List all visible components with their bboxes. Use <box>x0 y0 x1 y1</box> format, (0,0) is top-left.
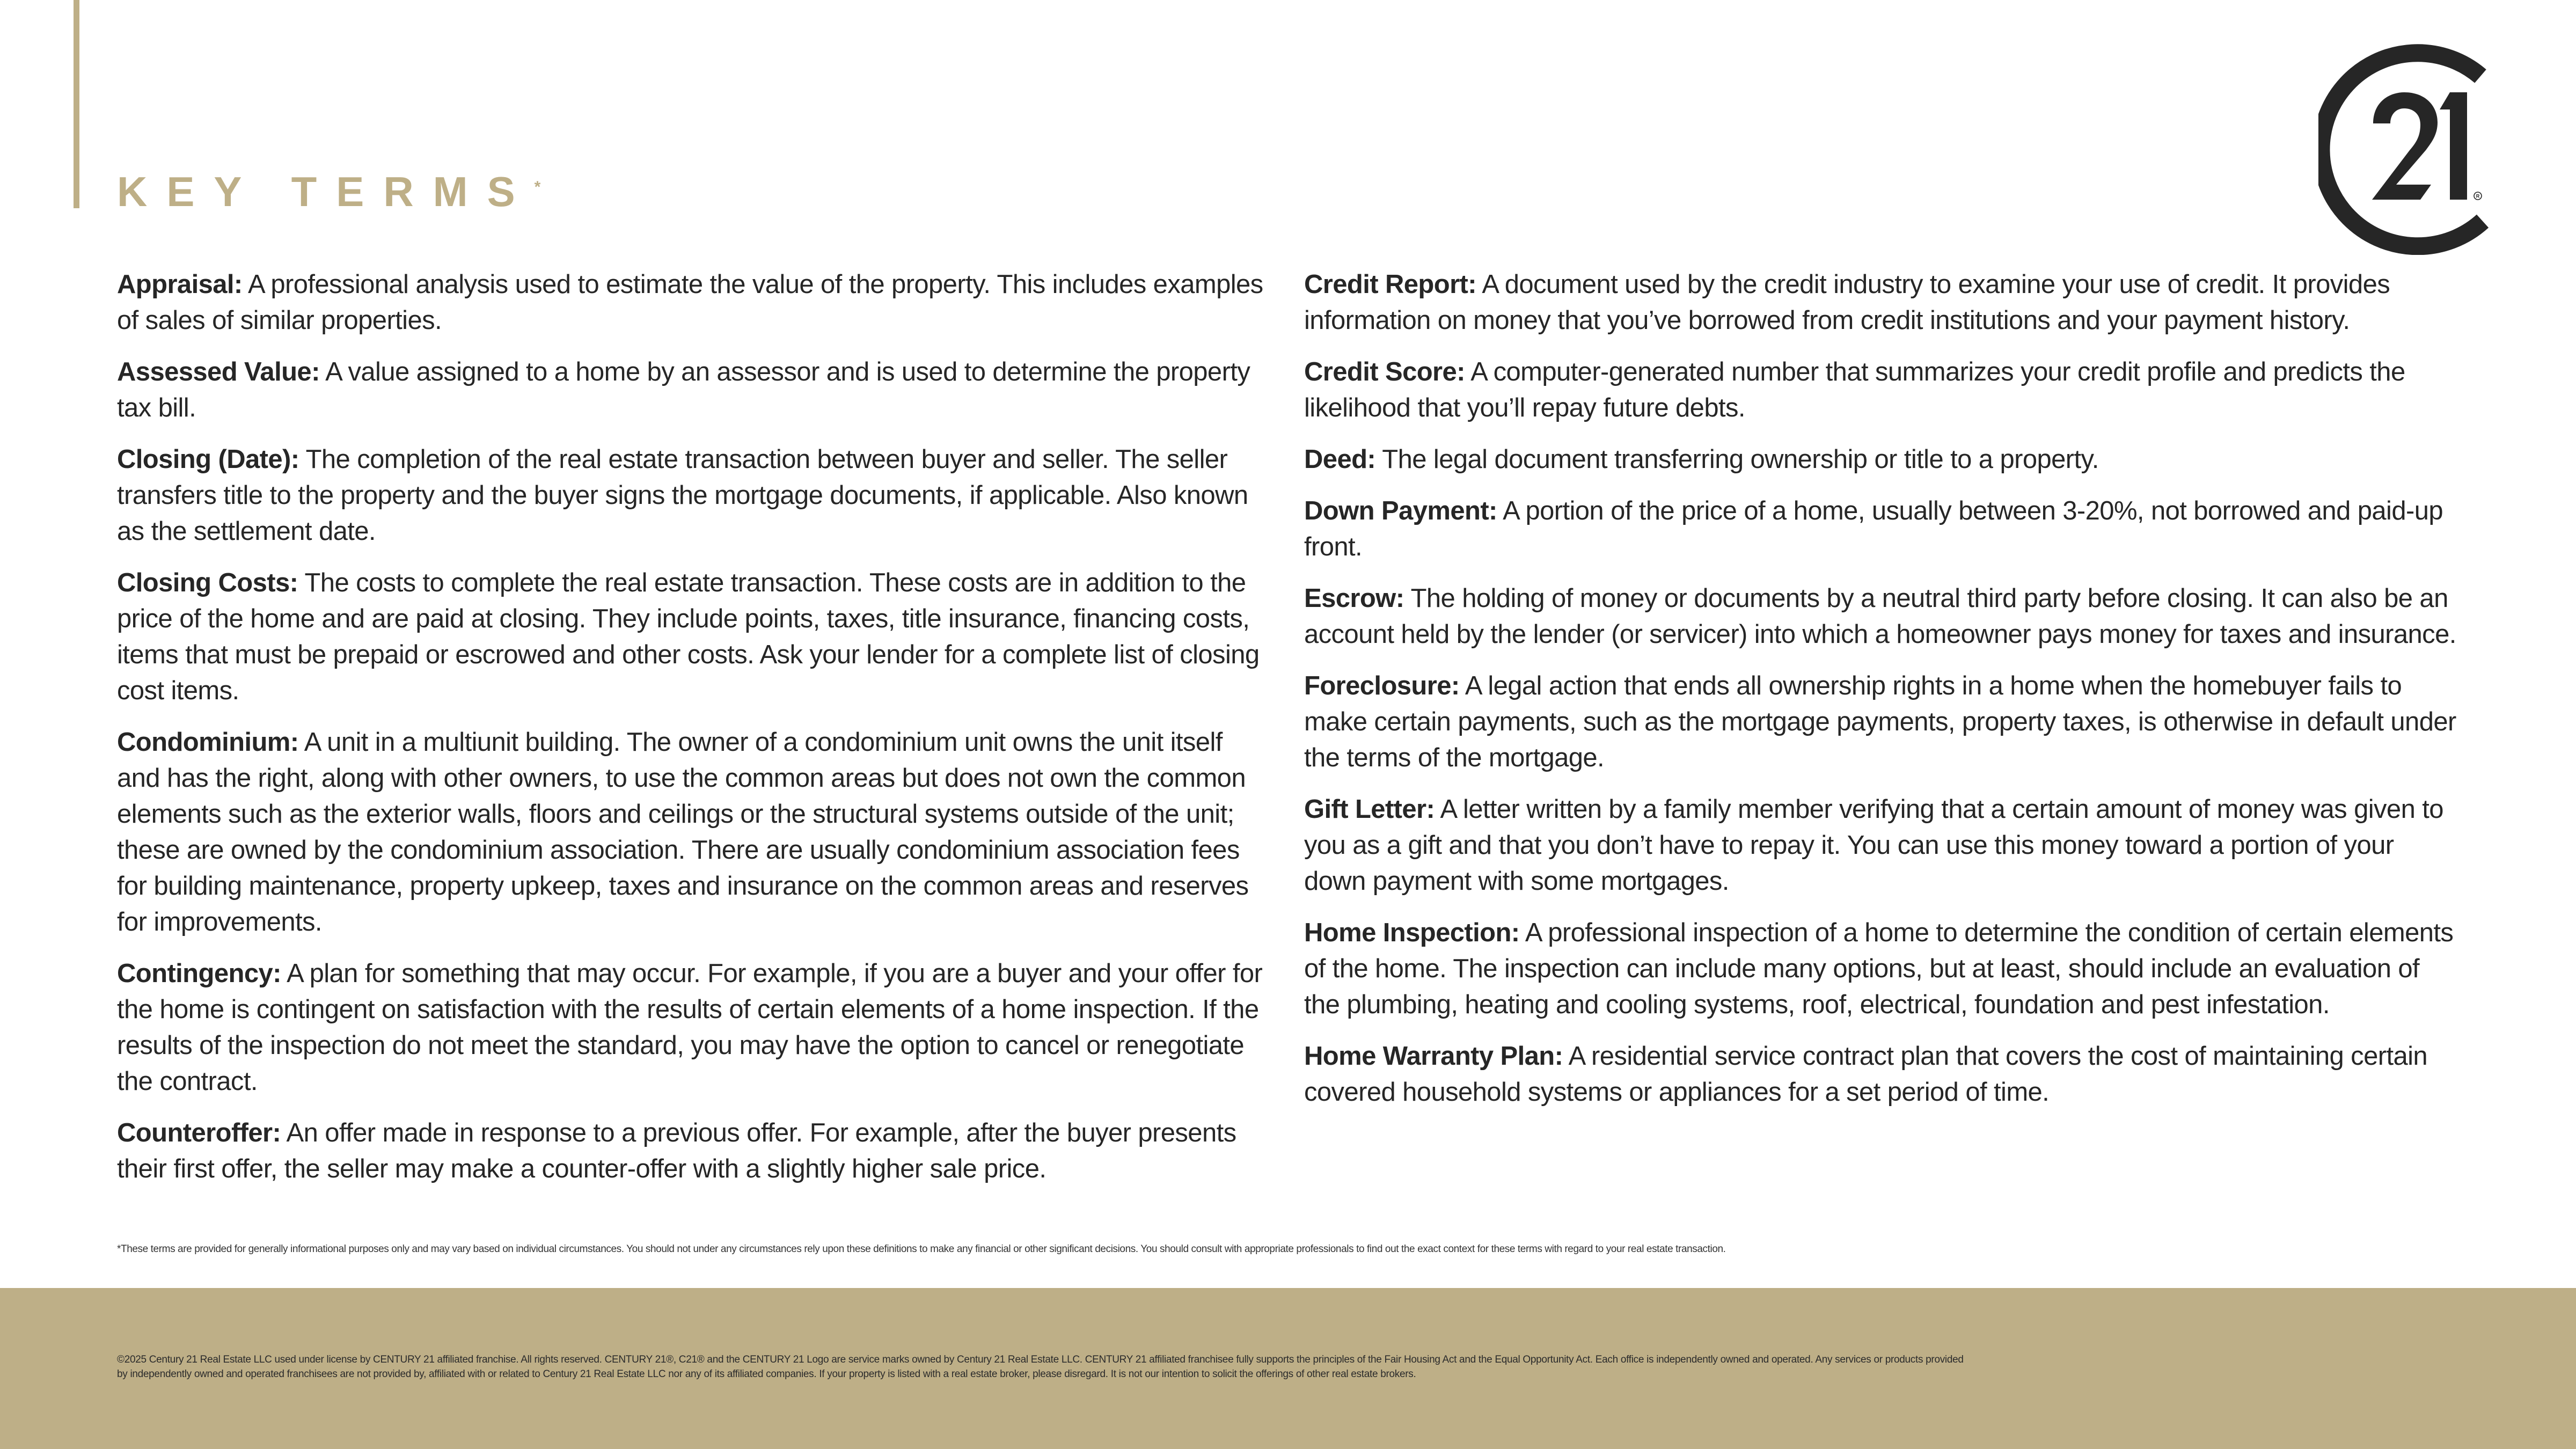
term-name: Home Inspection: <box>1304 918 1520 947</box>
term-name: Closing Costs: <box>117 568 298 597</box>
terms-column-right <box>1304 267 2458 1126</box>
term-definition: A computer-generated number that summarizes your credit profile and predicts the likelihood that you’ll repay future debts. <box>1304 357 2405 422</box>
term-home-warranty-plan <box>1304 1038 2458 1110</box>
term-name: Foreclosure: <box>1304 671 1460 700</box>
century21-logo-icon <box>2318 43 2496 255</box>
term-name: Contingency: <box>117 959 281 988</box>
term-definition: A professional analysis used to estimate the value of the property. This includes examples of sales of similar properties. <box>117 270 1263 335</box>
term-name: Closing (Date): <box>117 445 299 474</box>
term-closing-date <box>117 442 1271 550</box>
term-name: Assessed Value: <box>117 357 320 386</box>
disclaimer-footnote: *These terms are provided for generally informational purposes only and may vary based on individual circumstances. You should not under any circumstances rely upon these definitions to make any financial or other significant decisions. You should consult with appropriate professionals to find out the exact context for these terms with regard to your real estate transaction. <box>117 1243 1726 1255</box>
term-definition: The legal document transferring ownership or title to a property. <box>1382 445 2099 474</box>
term-definition: A unit in a multiunit building. The owner of a condominium unit owns the unit itself and has the right, along with other owners, to use the common areas but does not own the common elements such as the exterior walls, floors and ceilings or the structural systems outside of the unit; these are owned by the condominium association. There are usually condominium association fees for building maintenance, property upkeep, taxes and insurance on the common areas and reserves for improvements. <box>117 728 1249 936</box>
term-name: Deed: <box>1304 445 1376 474</box>
term-name: Counteroffer: <box>117 1118 281 1147</box>
term-name: Home Warranty Plan: <box>1304 1042 1563 1071</box>
term-name: Gift Letter: <box>1304 795 1435 824</box>
century21-logo <box>2318 43 2496 255</box>
term-definition: A portion of the price of a home, usually between 3-20%, not borrowed and paid-up front. <box>1304 496 2443 561</box>
term-name: Appraisal: <box>117 270 243 299</box>
term-definition: The holding of money or documents by a neutral third party before closing. It can also be an account held by the lender (or servicer) into which a homeowner pays money for taxes and insurance. <box>1304 584 2456 649</box>
term-definition: The completion of the real estate transaction between buyer and seller. The seller transfers title to the property and the buyer signs the mortgage documents, if applicable. Also known as the settlement date. <box>117 445 1248 546</box>
copyright-notice <box>117 1352 2425 1381</box>
term-contingency <box>117 956 1271 1100</box>
page-title <box>117 168 541 215</box>
svg-text:R: R <box>2476 193 2480 199</box>
term-counteroffer <box>117 1115 1271 1187</box>
term-name: Credit Report: <box>1304 270 1476 299</box>
term-name: Condominium: <box>117 728 299 757</box>
accent-vertical-rule <box>74 0 79 208</box>
term-definition: A professional inspection of a home to determine the condition of certain elements of the home. The inspection can include many options, but at least, should include an evaluation of the plumbing, heating and cooling systems, roof, electrical, foundation and pest infestation. <box>1304 918 2454 1019</box>
term-deed <box>1304 442 2458 478</box>
copyright-line: ©2025 Century 21 Real Estate LLC used under license by CENTURY 21 affiliated franchise. All rights reserved. CENTURY 21®, C21® and the CENTURY 21 Logo are service marks owned by Century 21 Real Estate LLC. CENTURY 21 affiliated franchisee fully supports the principles of the Fair Housing Act and the Equal Opportunity Act. Each office is independently owned and operated. Any services or products provided <box>117 1354 1964 1365</box>
term-definition: A plan for something that may occur. For example, if you are a buyer and your offer for the home is contingent on satisfaction with the results of certain elements of a home inspection. If the results of the inspection do not meet the standard, you may have the option to cancel or renegotiate the contract. <box>117 959 1263 1096</box>
term-escrow <box>1304 581 2458 653</box>
term-condominium <box>117 724 1271 940</box>
term-credit-score <box>1304 354 2458 426</box>
term-gift-letter <box>1304 792 2458 899</box>
term-closing-costs <box>117 565 1271 709</box>
term-foreclosure <box>1304 668 2458 776</box>
term-definition: A document used by the credit industry to examine your use of credit. It provides information on money that you’ve borrowed from credit institutions and your payment history. <box>1304 270 2390 335</box>
term-credit-report <box>1304 267 2458 339</box>
footer-band <box>0 1288 2576 1449</box>
term-definition: A legal action that ends all ownership rights in a home when the homebuyer fails to make certain payments, such as the mortgage payments, property taxes, is otherwise in default under the terms of the mortgage. <box>1304 671 2456 772</box>
term-definition: A letter written by a family member verifying that a certain amount of money was given to you as a gift and that you don’t have to repay it. You can use this money toward a portion of your down payment with some mortgages. <box>1304 795 2443 896</box>
term-definition: A value assigned to a home by an assessor and is used to determine the property tax bill. <box>117 357 1250 422</box>
copyright-line: by independently owned and operated franchisees are not provided by, affiliated with or related to Century 21 Real Estate LLC nor any of its affiliated companies. If your property is listed with a real estate broker, please disregard. It is not our intention to solicit the offerings of other real estate brokers. <box>117 1368 1416 1380</box>
term-name: Escrow: <box>1304 584 1404 613</box>
term-assessed-value <box>117 354 1271 426</box>
term-definition: A residential service contract plan that covers the cost of maintaining certain covered household systems or appliances for a set period of time. <box>1304 1042 2428 1107</box>
footnote-marker: * <box>534 178 541 196</box>
term-name: Down Payment: <box>1304 496 1497 525</box>
terms-column-left <box>117 267 1271 1203</box>
term-home-inspection <box>1304 915 2458 1023</box>
term-definition: The costs to complete the real estate transaction. These costs are in addition to the price of the home and are paid at closing. They include points, taxes, title insurance, financing costs, items that must be prepaid or escrowed and other costs. Ask your lender for a complete list of closing cost items. <box>117 568 1260 705</box>
term-appraisal <box>117 267 1271 339</box>
term-definition: An offer made in response to a previous offer. For example, after the buyer presents their first offer, the seller may make a counter-offer with a slightly higher sale price. <box>117 1118 1236 1183</box>
page-title-text: KEY TERMS <box>117 168 535 215</box>
term-name: Credit Score: <box>1304 357 1465 386</box>
term-down-payment <box>1304 493 2458 565</box>
